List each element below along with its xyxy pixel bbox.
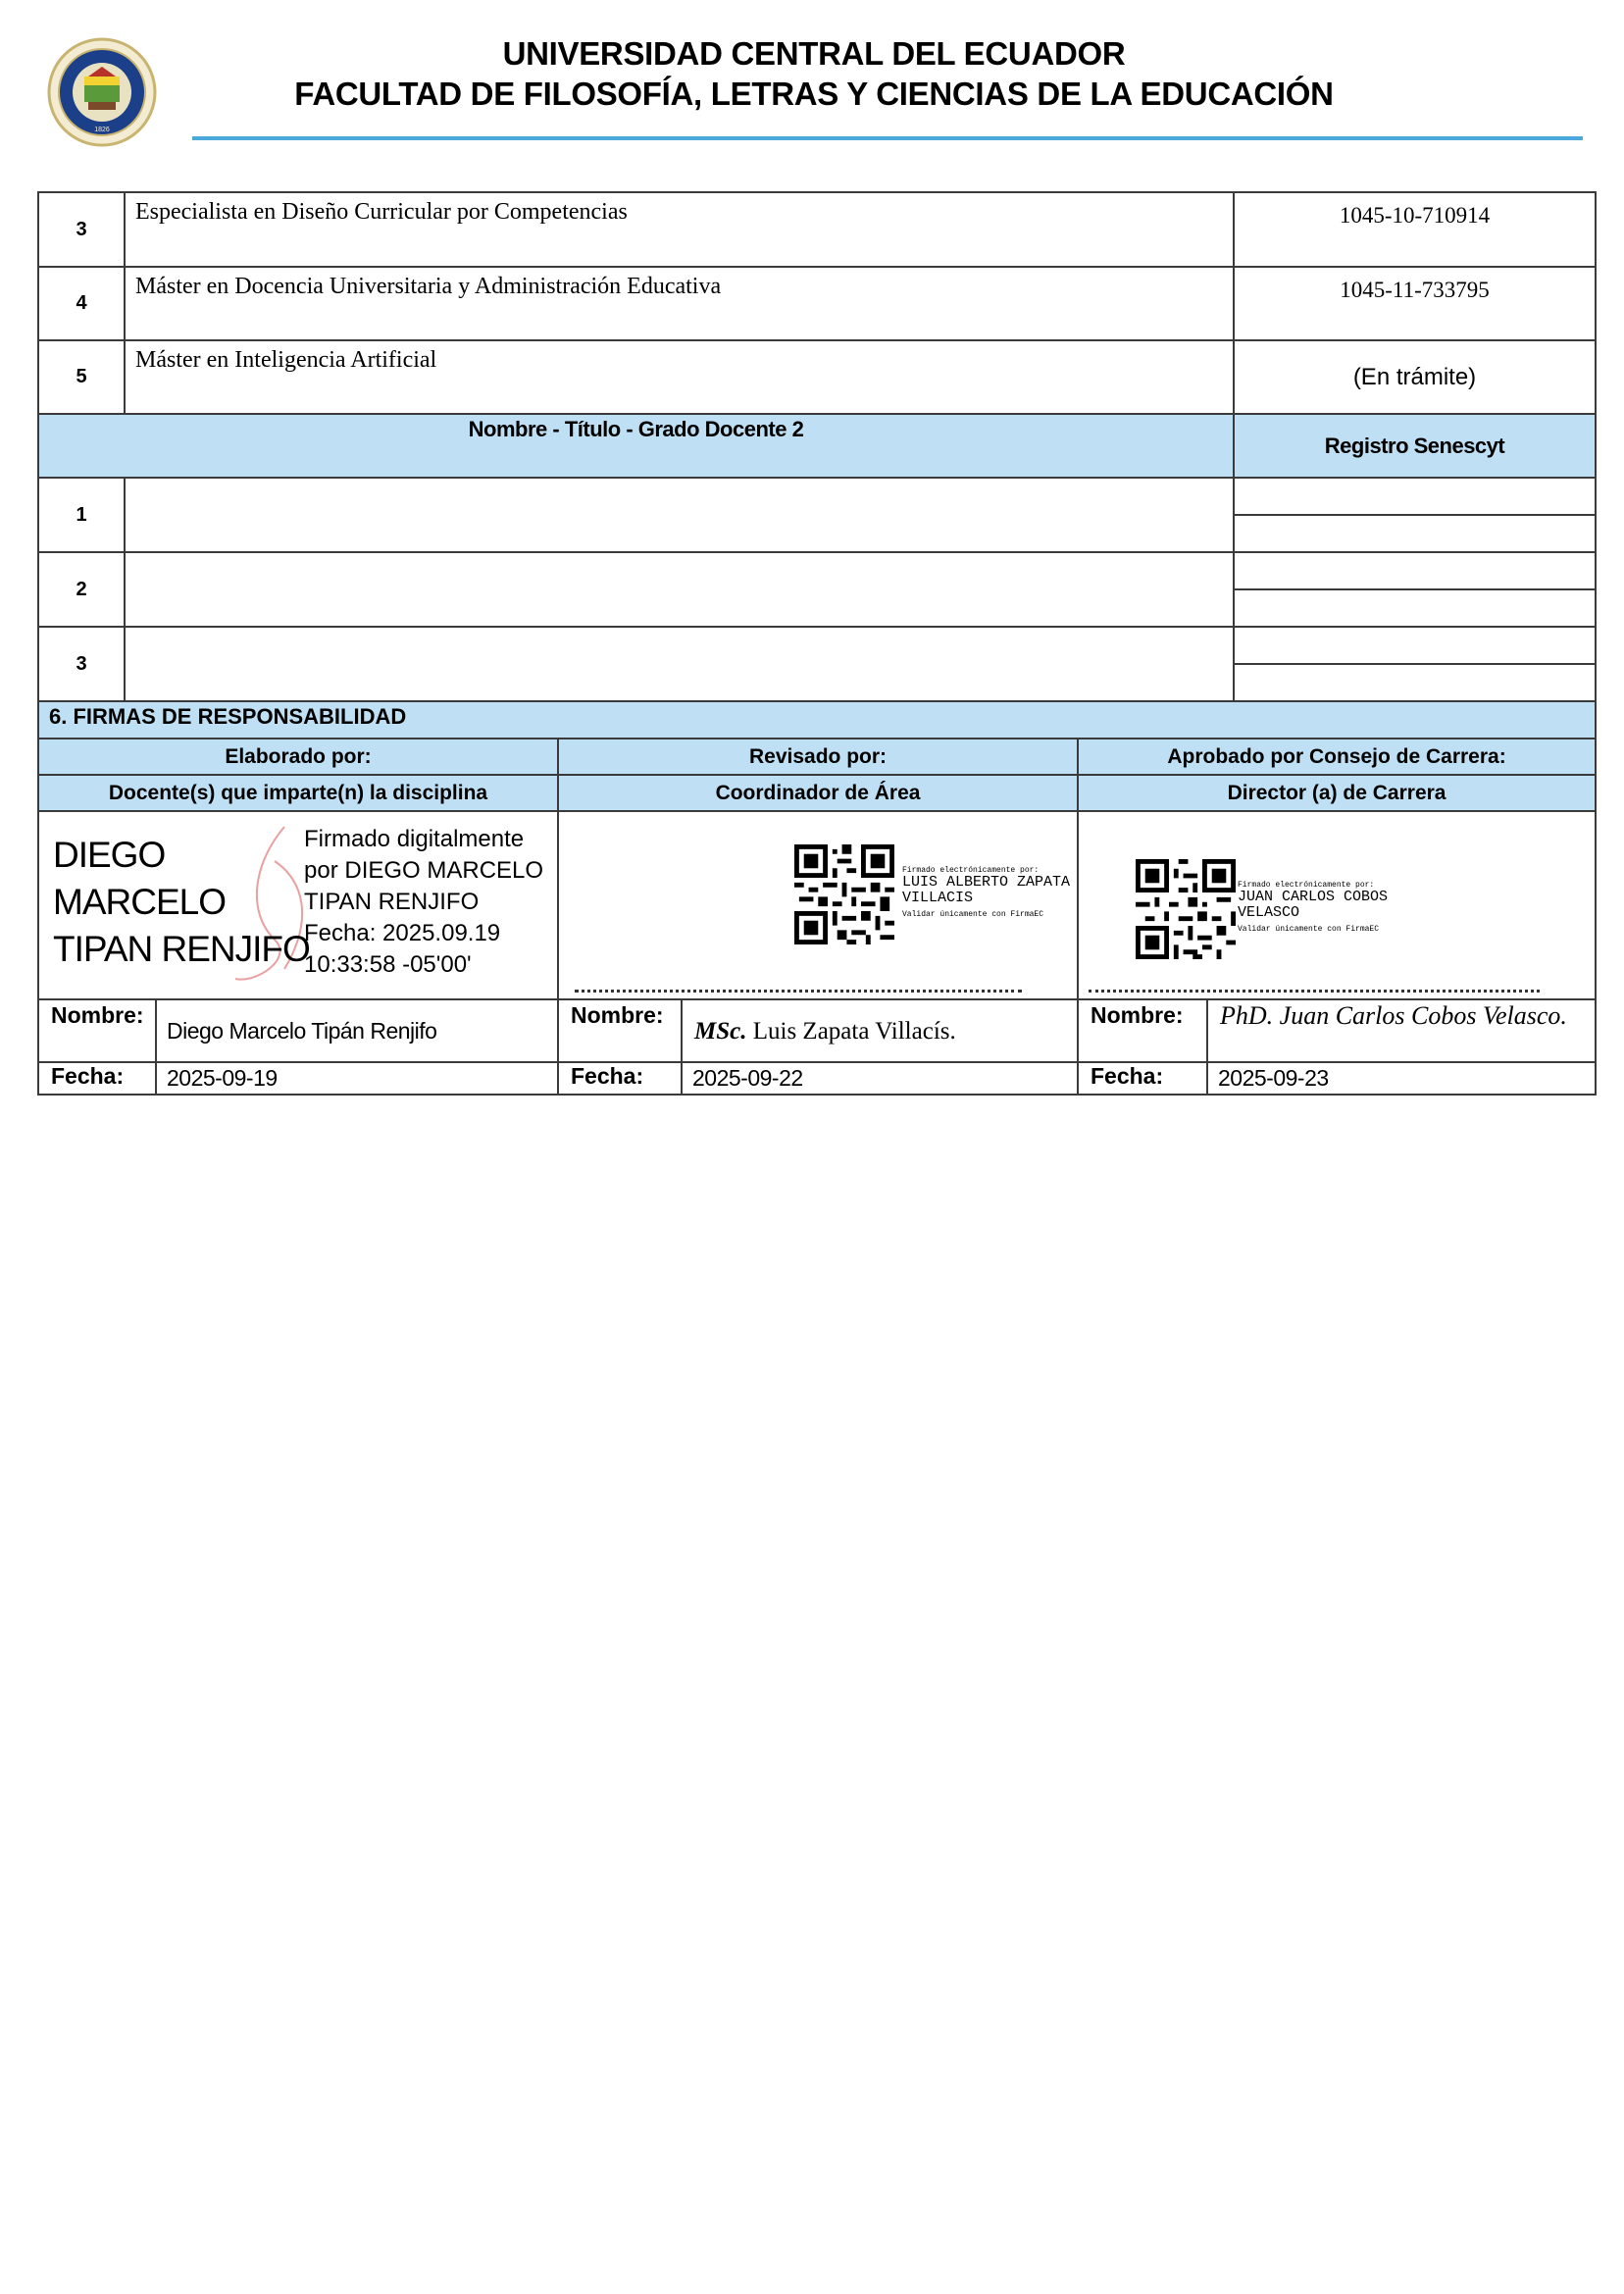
- row-number: 4: [38, 267, 125, 340]
- table-row: [38, 267, 1596, 340]
- sig-info-line: TIPAN RENJIFO: [304, 889, 480, 915]
- degree-title: Máster en Inteligencia Artificial: [125, 340, 1234, 414]
- role-revisado: Revisado por:: [558, 739, 1078, 775]
- qr-caption: Validar únicamente con FirmaEC: [902, 910, 1044, 919]
- qr-signer-name: JUAN CARLOS COBOS: [1238, 889, 1389, 905]
- nombre-label: Nombre:: [38, 999, 156, 1062]
- subroles-row: [38, 775, 1596, 811]
- qr-signer-name: LUIS ALBERTO ZAPATA: [902, 874, 1071, 891]
- signatures-table: [37, 700, 1597, 1096]
- subrole-docente: Docente(s) que imparte(n) la disciplina: [38, 775, 558, 811]
- sig-line: DIEGO: [53, 835, 166, 875]
- signature-dotted-line: [1089, 990, 1540, 993]
- section-title-row: [38, 701, 1596, 739]
- sig-info-line: por DIEGO MARCELO: [304, 857, 544, 884]
- row-number: 3: [38, 192, 125, 267]
- nombre-label: Nombre:: [1078, 999, 1207, 1062]
- empty-title-cell: [125, 552, 1234, 627]
- nombre-director: PhD. Juan Carlos Cobos Velasco.: [1207, 999, 1596, 1062]
- empty-registro-cell: [1234, 552, 1596, 627]
- row-number: 1: [38, 478, 125, 552]
- sig-line: TIPAN RENJIFO: [53, 929, 310, 969]
- fecha-docente: 2025-09-19: [156, 1062, 558, 1095]
- fecha-label: Fecha:: [558, 1062, 682, 1095]
- sig-line: MARCELO: [53, 882, 226, 922]
- table-row: [38, 192, 1596, 267]
- empty-registro-cell: [1234, 478, 1596, 552]
- svg-text:1826: 1826: [94, 127, 110, 133]
- header-divider: [192, 136, 1583, 140]
- senescyt-registration: (En trámite): [1234, 340, 1596, 414]
- signature-coordinador: [558, 811, 1078, 999]
- qr-code-icon: [794, 844, 894, 944]
- section-title: 6. FIRMAS DE RESPONSABILIDAD: [38, 701, 1596, 739]
- degree-title: Máster en Docencia Universitaria y Administración Educativa: [125, 267, 1234, 340]
- names-row: [38, 999, 1596, 1062]
- signature-director: [1078, 811, 1596, 999]
- university-name: UNIVERSIDAD CENTRAL DEL ECUADOR: [502, 35, 1126, 72]
- subrole-director: Director (a) de Carrera: [1078, 775, 1596, 811]
- fecha-label: Fecha:: [38, 1062, 156, 1095]
- registro-header: Registro Senescyt: [1234, 414, 1596, 478]
- row-number: 3: [38, 627, 125, 701]
- senescyt-registration: 1045-10-710914: [1234, 192, 1596, 267]
- qr-signer-name: VILLACIS: [902, 890, 974, 906]
- faculty-name: FACULTAD DE FILOSOFÍA, LETRAS Y CIENCIAS DE LA EDUCACIÓN: [294, 76, 1334, 112]
- empty-registro-cell: [1234, 627, 1596, 701]
- role-aprobado: Aprobado por Consejo de Carrera:: [1078, 739, 1596, 775]
- sig-info-line: Firmado digitalmente: [304, 826, 525, 852]
- nombre-coordinador: [682, 999, 1078, 1062]
- digital-signature-info: [304, 824, 543, 981]
- signature-docente: [38, 811, 558, 999]
- signature-dotted-line: [575, 990, 1022, 993]
- qr-caption: Validar únicamente con FirmaEC: [1238, 925, 1380, 934]
- table-row: [38, 552, 1596, 627]
- row-number: 2: [38, 552, 125, 627]
- roles-row: [38, 739, 1596, 775]
- nombre-docente: Diego Marcelo Tipán Renjifo: [156, 999, 558, 1062]
- empty-title-cell: [125, 478, 1234, 552]
- qr-signer-name: VELASCO: [1238, 904, 1300, 921]
- sig-info-line: Fecha: 2025.09.19: [304, 920, 501, 946]
- qr-signature-text: [902, 866, 1070, 919]
- table-row: [38, 627, 1596, 701]
- degree-title: Especialista en Diseño Curricular por Competencias: [125, 192, 1234, 267]
- fecha-director: 2025-09-23: [1207, 1062, 1596, 1095]
- document-header: [0, 0, 1624, 147]
- fecha-label: Fecha:: [1078, 1062, 1207, 1095]
- row-number: 5: [38, 340, 125, 414]
- docente2-header: Nombre - Título - Grado Docente 2: [38, 414, 1234, 478]
- sig-info-line: 10:33:58 -05'00': [304, 951, 472, 978]
- table-row: [38, 478, 1596, 552]
- document-body: [37, 191, 1595, 1096]
- qr-signature-text: [1238, 881, 1388, 934]
- nombre-label: Nombre:: [558, 999, 682, 1062]
- qr-caption: Firmado electrónicamente por:: [902, 866, 1040, 875]
- academic-title: MSc.: [694, 1018, 747, 1045]
- coordinator-name: Luis Zapata Villacís.: [752, 1018, 956, 1045]
- qr-caption: Firmado electrónicamente por:: [1238, 881, 1375, 890]
- docente2-header-row: [38, 414, 1596, 478]
- qr-code-icon: [1136, 859, 1236, 959]
- dates-row: [38, 1062, 1596, 1095]
- signature-name-large: [53, 832, 310, 973]
- subrole-coordinador: Coordinador de Área: [558, 775, 1078, 811]
- signature-row: [38, 811, 1596, 999]
- university-seal-logo: [47, 37, 157, 147]
- senescyt-registration: 1045-11-733795: [1234, 267, 1596, 340]
- role-elaborado: Elaborado por:: [38, 739, 558, 775]
- table-row: [38, 340, 1596, 414]
- fecha-coordinador: 2025-09-22: [682, 1062, 1078, 1095]
- titles-table: [37, 191, 1597, 702]
- empty-title-cell: [125, 627, 1234, 701]
